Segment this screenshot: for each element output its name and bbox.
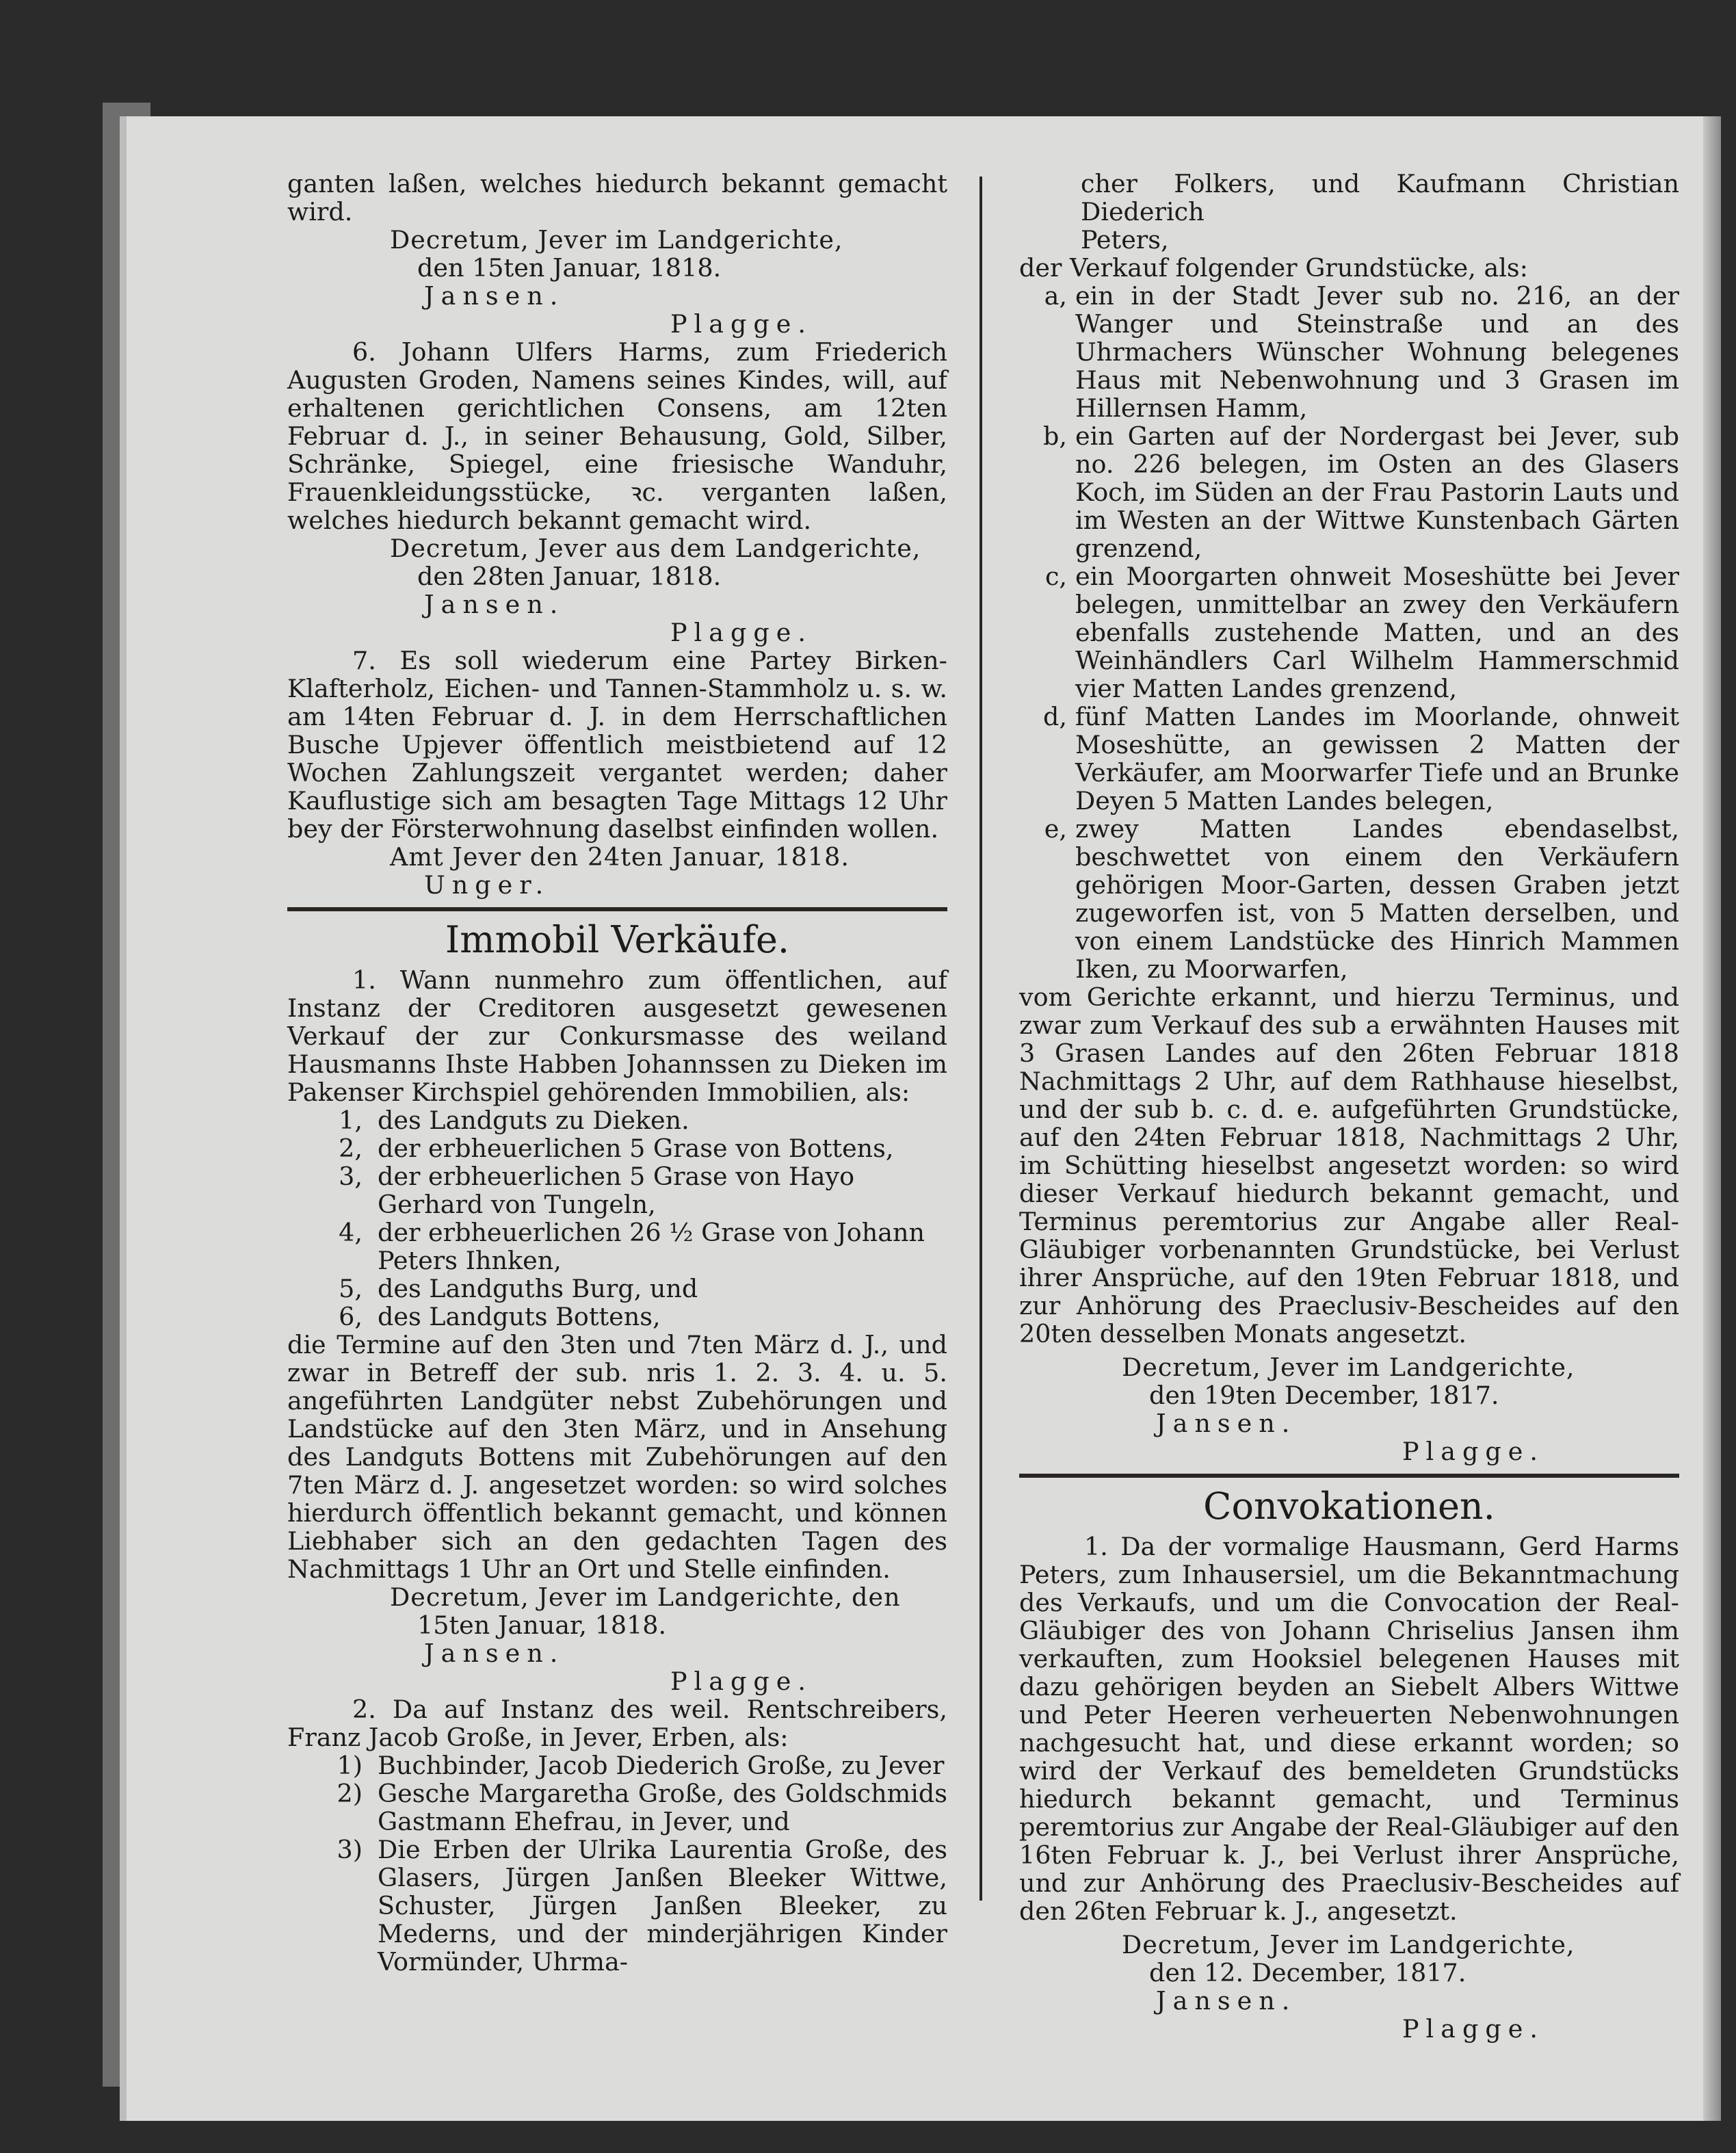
list-item: 3) Die Erben der Ulrika Laurentia Große, des Glasers, Jürgen Janßen Bleeker Wittwe, Schuster, Jürgen Janßen Bleeker, zu Mederns, und der minderjährigen Kinder Vormünder, Uhrma- xyxy=(337,1835,947,1976)
list-item: d, fünf Matten Landes im Moorlande, ohnweit Moseshütte, an gewissen 2 Matten der Verkäufer, am Moorwarfer Tiefe und an Brunke Deyen 5 Matten Landes belegen, xyxy=(1043,702,1679,815)
property-letter-list xyxy=(1019,282,1679,983)
list-item: 1) Buchbinder, Jacob Diederich Große, zu Jever xyxy=(337,1751,945,1780)
date-line: den 28ten Januar, 1818. xyxy=(417,562,722,591)
list-item: 5, des Landguths Burg, und xyxy=(339,1274,698,1303)
decretum-line: Amt Jever den 24ten Januar, 1818. xyxy=(390,842,850,872)
signature-plagge: Plagge. xyxy=(670,618,813,647)
list-item: 3, der erbheuerlichen 5 Grase von Hayo Gerhard von Tungeln, xyxy=(339,1162,855,1219)
list-item: 4, der erbheuerlichen 26 ½ Grase von Johann Peters Ihnken, xyxy=(339,1218,925,1275)
text-line: cher Folkers, und Kaufmann Christian Diederich xyxy=(1081,169,1679,226)
signature-jansen: Jansen. xyxy=(424,590,565,619)
notice-paragraph: die Termine auf den 3ten und 7ten März d. J., und zwar in Betreff der sub. nris 1. 2. 3. 4. u. 5. angeführten Landgüter nebst Zubehörungen und Landstücke auf den 3ten März, und in Ansehung des Landguts Bottens mit Zubehörungen auf den 7ten März d. J. angesetzet worden: so wird solches hierdurch öffentlich bekannt gemacht, und können Liebhaber sich an den gedachten Tagen des Nachmittags 1 Uhr an Ort und Stelle einfinden. xyxy=(287,1330,947,1584)
date-line: den 15ten Januar, 1818. xyxy=(417,253,722,283)
text-line: Peters, xyxy=(1081,225,1169,255)
decretum-line: Decretum, Jever aus dem Landgerichte, xyxy=(390,534,921,563)
right-column xyxy=(1019,170,1679,2043)
text-line: der Verkauf folgender Grundstücke, als: xyxy=(1019,253,1528,283)
list-item: e, zwey Matten Landes ebendaselbst, beschwettet von einem den Verkäufern gehörigen Moor-Garten, dessen Graben jetzt zugeworfen ist, von 5 Matten derselben, und von einem Landstücke des Hinrich Mammen Iken, zu Moorwarfen, xyxy=(1044,814,1679,984)
date-line: den 19ten December, 1817. xyxy=(1149,1381,1499,1410)
date-line: 15ten Januar, 1818. xyxy=(417,1610,667,1640)
signature-plagge: Plagge. xyxy=(670,309,813,339)
list-item: a, ein in der Stadt Jever sub no. 216, an der Wanger und Steinstraße und an des Uhrmachers Wünscher Wohnung belegenes Haus mit Nebenwohnung und 3 Grasen im Hillernsen Hamm, xyxy=(1044,281,1679,423)
notice-paragraph: 2. Da auf Instanz des weil. Rentschreibers, Franz Jacob Große, in Jever, Erben, als: xyxy=(287,1695,947,1752)
section-rule xyxy=(287,907,947,911)
left-column xyxy=(287,170,947,1976)
signature-jansen: Jansen. xyxy=(424,1639,565,1668)
heirs-list xyxy=(287,1751,947,1976)
signature-jansen: Jansen. xyxy=(1156,1986,1297,2015)
list-item: 2) Gesche Margaretha Große, des Goldschmids Gastmann Ehefrau, in Jever, und xyxy=(337,1779,947,1836)
section-heading: Convokationen. xyxy=(1203,1485,1495,1528)
column-divider xyxy=(979,177,982,1901)
signature-jansen: Jansen. xyxy=(424,281,565,311)
signature-plagge: Plagge. xyxy=(670,1667,813,1696)
list-item: 1, des Landguts zu Dieken. xyxy=(339,1106,689,1135)
list-item: 2, der erbheuerlichen 5 Grase von Bottens, xyxy=(339,1134,894,1163)
decretum-line: Decretum, Jever im Landgerichte, xyxy=(1122,1353,1575,1382)
notice-paragraph: 6. Johann Ulfers Harms, zum Friederich Augusten Groden, Namens seines Kindes, will, auf erhaltenen gerichtlichen Consens, am 12ten Februar d. J., in seiner Behausung, Gold, Silber, Schränke, Spiegel, eine friesische Wanduhr, Frauenkleidungsstücke, ꝛc. verganten laßen, welches hiedurch bekannt gemacht wird. xyxy=(287,337,947,535)
property-list xyxy=(287,1106,947,1331)
notice-paragraph: 1. Da der vormalige Hausmann, Gerd Harms Peters, zum Inhausersiel, um die Bekanntmachung des Verkaufs, und um die Convocation der Real-Gläubiger des von Johann Chriselius Jansen ihm verkauften, zum Hooksiel belegenen Hauses mit dazu gehörigen beyden an Siebelt Albers Wittwe und Peter Heeren verheuerten Nebenwohnungen nachgesucht hat, und diese erkannt worden; so wird der Verkauf des bemeldeten Grundstücks hiedurch bekannt gemacht, und Terminus peremtorius zur Angabe der Real-Gläubiger auf den 16ten Februar k. J., bei Verlust ihrer Ansprüche, und zur Anhörung des Praeclusiv-Bescheides auf den 26ten Februar k. J., angesetzt. xyxy=(1019,1532,1679,1926)
page-edge xyxy=(1703,116,1721,2121)
signature-unger: Unger. xyxy=(424,870,551,900)
section-heading: Immobil Verkäufe. xyxy=(445,918,790,961)
decretum-line: Decretum, Jever im Landgerichte, xyxy=(390,225,843,255)
section-rule xyxy=(1019,1474,1679,1478)
list-item: c, ein Moorgarten ohnweit Moseshütte bei Jever belegen, unmittelbar an zwey den Verkäufern ebenfalls zustehende Matten, und an des Weinhändlers Carl Wilhelm Hammerschmid vier Matten Landes grenzend, xyxy=(1044,562,1679,703)
notice-paragraph: vom Gerichte erkannt, und hierzu Terminus, und zwar zum Verkauf des sub a erwähnten Hauses mit 3 Grasen Landes auf den 26ten Februar 1818 Nachmittags 2 Uhr, auf dem Rathhause hieselbst, und der sub b. c. d. e. aufgeführten Grundstücke, auf den 24ten Februar 1818, Nachmittags 2 Uhr, im Schütting hieselbst angesetzt worden: so wird dieser Verkauf hiedurch bekannt gemacht, und Terminus peremtorius zur Angabe aller Real-Gläubiger vorbenannten Grundstücke, bei Verlust ihrer Ansprüche, auf den 19ten Februar 1818, und zur Anhörung des Praeclusiv-Bescheides auf den 20ten desselben Monats angesetzt. xyxy=(1019,982,1679,1348)
signature-plagge: Plagge. xyxy=(1402,1437,1544,1466)
list-item: b, ein Garten auf der Nordergast bei Jever, sub no. 226 belegen, im Osten an des Glasers Koch, im Süden an der Frau Pastorin Lauts und im Westen an der Wittwe Kunstenbach Gärten grenzend, xyxy=(1043,421,1679,563)
list-item: 6, des Landguts Bottens, xyxy=(339,1302,661,1331)
date-line: den 12. December, 1817. xyxy=(1149,1958,1467,1987)
signature-jansen: Jansen. xyxy=(1156,1409,1297,1438)
signature-plagge: Plagge. xyxy=(1402,2014,1544,2044)
notice-paragraph: 1. Wann nunmehro zum öffentlichen, auf Instanz der Creditoren ausgesetzt gewesenen Verkauf der zur Conkursmasse des weiland Hausmanns Ihste Habben Johannssen zu Dieken im Pakenser Kirchspiel gehörenden Immobilien, als: xyxy=(287,965,947,1107)
decretum-line: Decretum, Jever im Landgerichte, xyxy=(1122,1930,1575,1959)
notice-paragraph: 7. Es soll wiederum eine Partey Birken-Klafterholz, Eichen- und Tannen-Stammholz u. s. w. am 14ten Februar d. J. in dem Herrschaftlichen Busche Upjever öffentlich meistbietend auf 12 Wochen Zahlungszeit vergantet werden; daher Kauflustige sich am besagten Tage Mittags 12 Uhr bey der Försterwohnung daselbst einfinden wollen. xyxy=(287,646,947,844)
decretum-line: Decretum, Jever im Landgerichte, den xyxy=(390,1582,901,1612)
text-line: ganten laßen, welches hiedurch bekannt gemacht wird. xyxy=(287,169,947,226)
